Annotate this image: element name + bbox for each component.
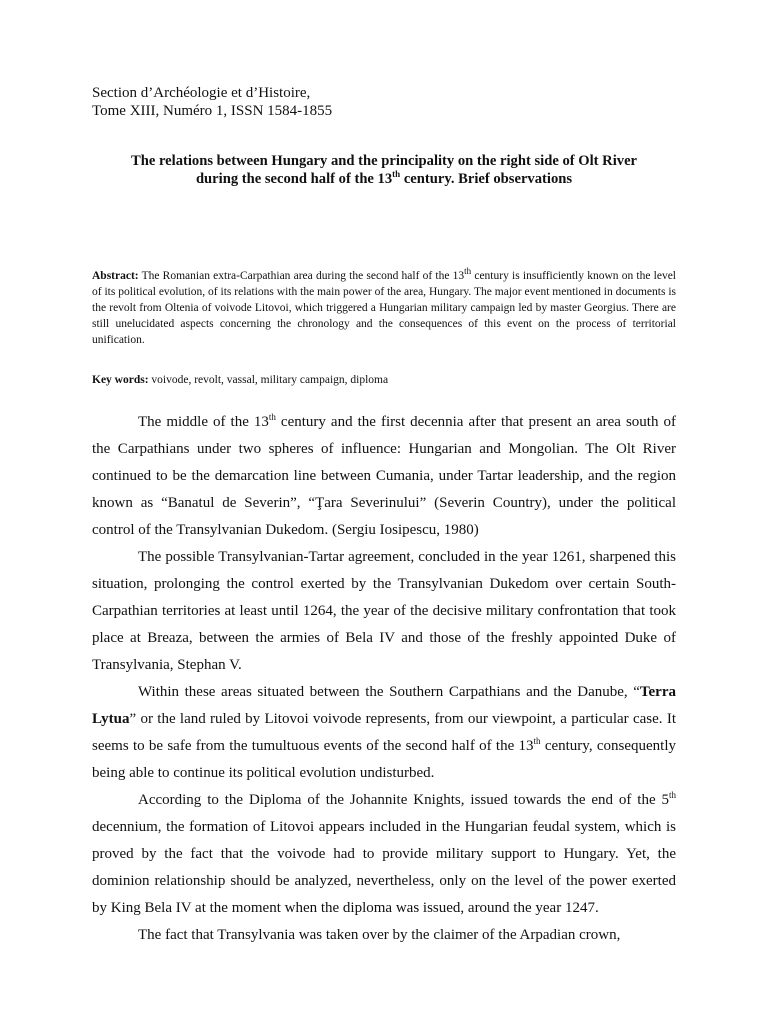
paragraph-5: The fact that Transylvania was taken over by the claimer of the Arpadian crown,: [138, 927, 621, 943]
title-text-a: during the second half of the 13: [195, 171, 393, 187]
journal-volume-issn: Tome XIII, Numéro 1, ISSN 1584-1855: [92, 103, 333, 119]
paragraph-4: [92, 787, 676, 922]
terra-lytua-bold: Terra Lytua: [92, 684, 676, 727]
paragraph-1-text-b: century and the first decennia after that present an area south of the Carpathians under two spheres of influence: Hungarian and Mongolian. The Olt River continued to be the demarcation line between Cumania, under Tartar leadership, and the region known as “Banatul de Severin”, “Ţara Severinului” (Severin Country), under the political control of the Transylvanian Dukedom. (Sergiu Iosipescu, 1980): [92, 414, 676, 538]
paragraph-1-text-a: The middle of the 13: [138, 414, 269, 430]
abstract: [92, 268, 676, 348]
journal-header: [92, 84, 332, 120]
keywords-text: voivode, revolt, vassal, military campaign, diploma: [148, 374, 389, 386]
paragraph-4-superscript: th: [668, 790, 676, 800]
paragraph-3-text-a: Within these areas situated between the Southern Carpathians and the Danube, “: [138, 684, 640, 700]
paragraph-2: The possible Transylvanian-Tartar agreement, concluded in the year 1261, sharpened this situation, prolonging the control exerted by the Transylvanian Dukedom over certain South-Carpathian territories at least until 1264, the year of the decisive military confrontation that took place at Breaza, between the armies of Bela IV and those of the freshly appointed Duke of Transylvania, Stephan V.: [92, 549, 676, 673]
paragraph-4-text-a: According to the Diploma of the Johannite Knights, issued towards the end of the 5: [138, 792, 669, 808]
abstract-superscript: th: [464, 266, 472, 277]
body-text: [92, 409, 676, 949]
title-line-2: [86, 170, 682, 188]
abstract-text-b: century is insufficiently known on the level of its political evolution, of its relations with the main power of the area, Hungary. The major event mentioned in documents is the revolt from Oltenia of voivode Litovoi, which triggered a Hungarian military campaign led by master Georgius. There are still unelucidated aspects concerning the chronology and the consequences of this event on the process of territorial unification.: [92, 270, 676, 346]
paragraph-4-text-b: decennium, the formation of Litovoi appears included in the Hungarian feudal system, which is proved by the fact that the voivode had to provide military support to Hungary. Yet, the dominion relationship should be analyzed, nevertheless, only on the level of the power exerted by King Bela IV at the moment when the diploma was issued, around the year 1247.: [92, 819, 676, 916]
paragraph-3: [92, 679, 676, 787]
paragraph-1-superscript: th: [268, 412, 276, 422]
abstract-label: Abstract:: [92, 270, 139, 282]
keywords: [92, 372, 388, 388]
title-line-1: The relations between Hungary and the principality on the right side of Olt River: [130, 153, 638, 169]
paragraph-3-text-c: century, consequently being able to continue its political evolution undisturbed.: [92, 738, 676, 781]
paragraph-3-superscript: th: [533, 736, 541, 746]
journal-section: Section d’Archéologie et d’Histoire,: [92, 85, 311, 101]
title-text-b: century. Brief observations: [400, 171, 573, 187]
paragraph-3-text-b: ” or the land ruled by Litovoi voivode represents, from our viewpoint, a particular case. It seems to be safe from the tumultuous events of the second half of the 13: [92, 711, 676, 754]
title-superscript: th: [392, 169, 401, 180]
abstract-text-a: The Romanian extra-Carpathian area during the second half of the 13: [138, 270, 465, 282]
paragraph-1: [92, 409, 676, 544]
paper-title: [86, 152, 682, 188]
keywords-label: Key words:: [92, 374, 149, 386]
